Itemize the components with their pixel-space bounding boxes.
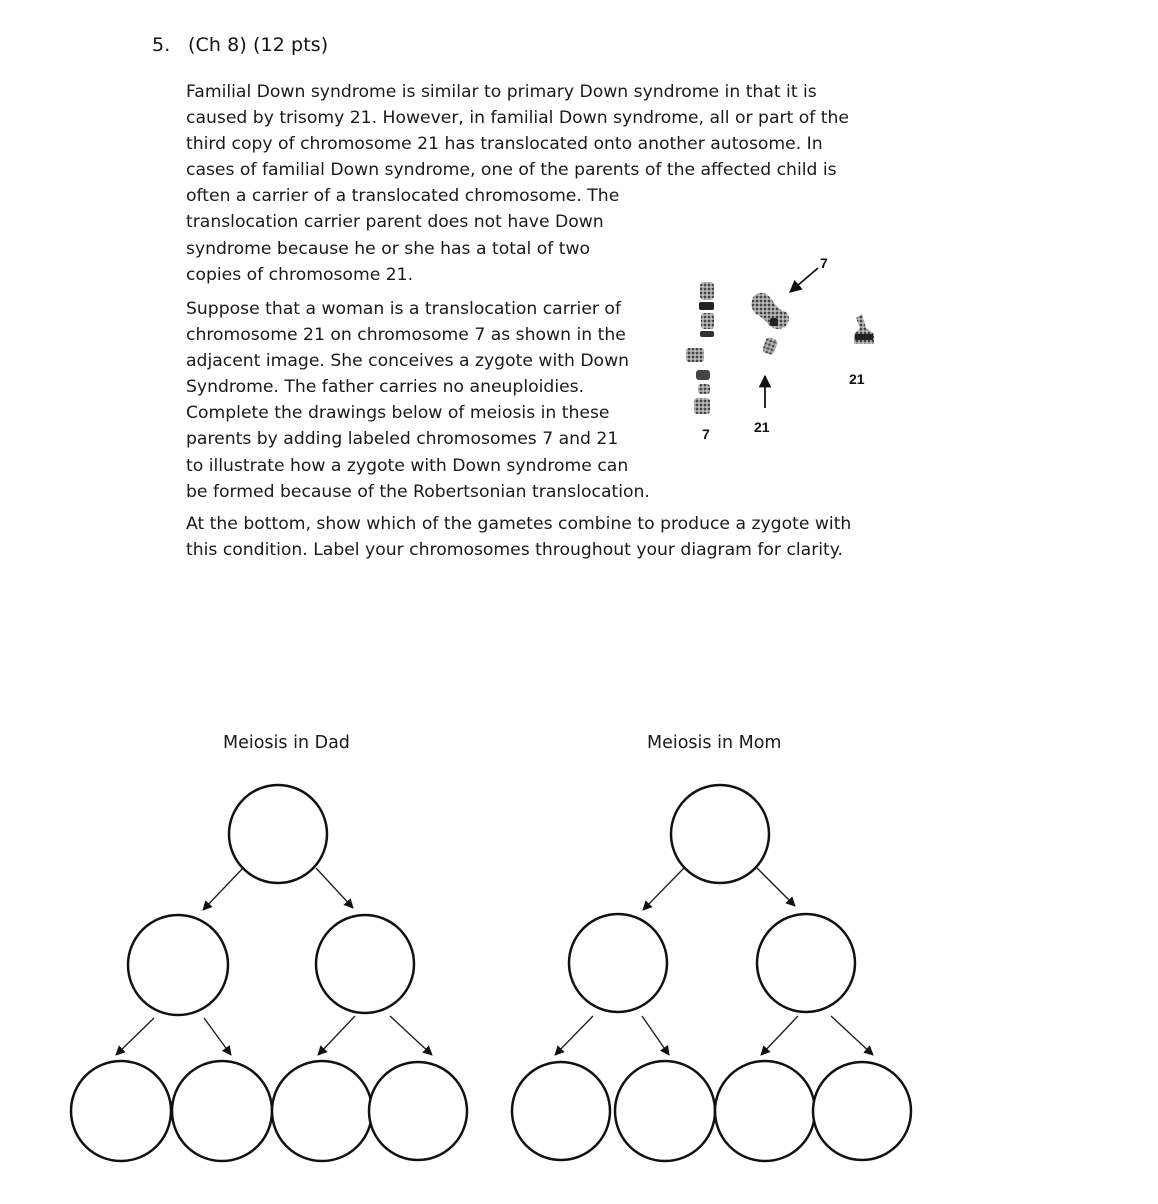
mom-gamete-cell[interactable] xyxy=(715,1061,815,1161)
label-translocated-21: 21 xyxy=(754,419,770,435)
intro-line: often a carrier of a translocated chromosome. The xyxy=(186,186,620,207)
bottom-line: At the bottom, show which of the gametes combine to produce a zygote with xyxy=(186,514,852,534)
mom-meiosis1-cell[interactable] xyxy=(569,914,667,1012)
chromosome-7 xyxy=(686,282,714,414)
task-line: parents by adding labeled chromosomes 7 and 21 xyxy=(186,429,619,450)
intro-line: copies of chromosome 21. xyxy=(186,264,414,285)
mom-gamete-cell[interactable] xyxy=(813,1062,911,1160)
intro-line: Familial Down syndrome is similar to primary Down syndrome in that it is xyxy=(186,82,817,102)
dad-gamete-cell[interactable] xyxy=(369,1062,467,1160)
mom-meiosis-diagram xyxy=(512,785,911,1161)
dad-gamete-cell[interactable] xyxy=(172,1061,272,1161)
karyotype-image xyxy=(686,255,874,442)
task-line: Complete the drawings below of meiosis in these xyxy=(186,403,610,424)
task-line: Syndrome. The father carries no aneuploidies. xyxy=(186,377,585,398)
translocated-chromosome xyxy=(751,293,789,356)
dad-meiosis1-cell[interactable] xyxy=(128,915,228,1015)
arrow-to-translocated-7 xyxy=(790,268,818,292)
label-translocated-7: 7 xyxy=(820,255,828,271)
intro-line: caused by trisomy 21. However, in familial Down syndrome, all or part of the xyxy=(186,108,849,129)
label-chromosome-7: 7 xyxy=(702,426,710,442)
dad-parent-cell[interactable] xyxy=(229,785,327,883)
intro-line: translocation carrier parent does not have Down xyxy=(186,212,604,233)
dad-gamete-cell[interactable] xyxy=(272,1061,372,1161)
dad-diagram-title: Meiosis in Dad xyxy=(223,733,350,753)
task-line: to illustrate how a zygote with Down syndrome can xyxy=(186,455,629,476)
mom-gamete-cell[interactable] xyxy=(615,1061,715,1161)
task-line: be formed because of the Robertsonian translocation. xyxy=(186,481,650,502)
intro-line: cases of familial Down syndrome, one of the parents of the affected child is xyxy=(186,160,837,181)
dad-meiosis-diagram xyxy=(71,785,467,1161)
question-number: 5. xyxy=(152,34,171,56)
label-chromosome-21: 21 xyxy=(849,371,865,387)
mom-meiosis1-cell[interactable] xyxy=(757,914,855,1012)
mom-diagram-title: Meiosis in Mom xyxy=(647,733,782,753)
task-line: chromosome 21 on chromosome 7 as shown in the xyxy=(186,325,626,346)
chromosome-21 xyxy=(854,314,874,344)
dad-gamete-cell[interactable] xyxy=(71,1061,171,1161)
mom-gamete-cell[interactable] xyxy=(512,1062,610,1160)
task-line: Suppose that a woman is a translocation carrier of xyxy=(186,299,621,319)
bottom-line: this condition. Label your chromosomes throughout your diagram for clarity. xyxy=(186,540,843,561)
task-line: adjacent image. She conceives a zygote with Down xyxy=(186,351,630,372)
question-title: (Ch 8) (12 pts) xyxy=(188,34,329,56)
dad-meiosis1-cell[interactable] xyxy=(316,915,414,1013)
intro-line: third copy of chromosome 21 has translocated onto another autosome. In xyxy=(186,134,823,155)
mom-parent-cell[interactable] xyxy=(671,785,769,883)
intro-line: syndrome because he or she has a total of two xyxy=(186,238,591,259)
